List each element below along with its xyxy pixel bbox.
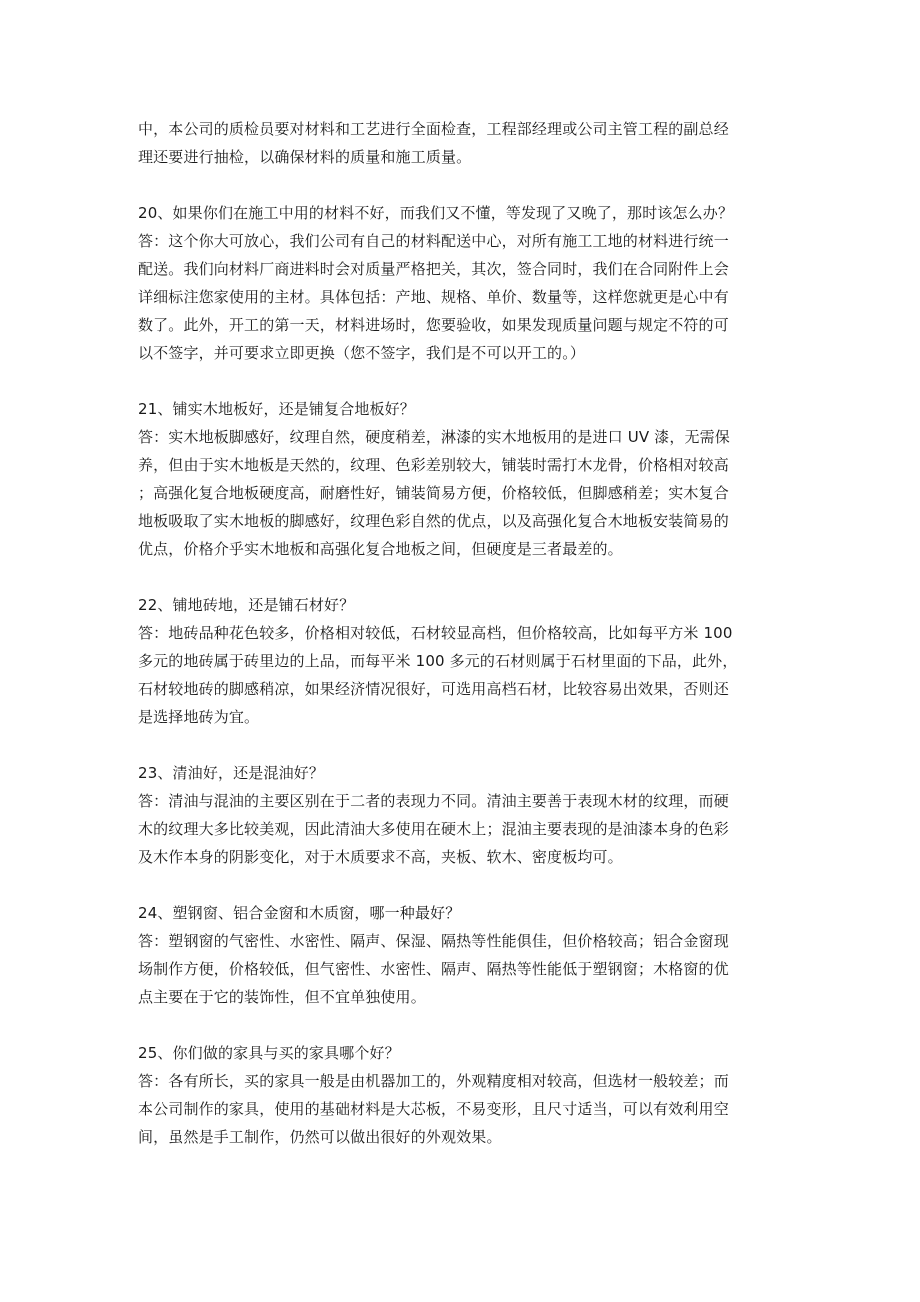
- qa-item-22: [138, 591, 778, 731]
- paragraph-gap: [138, 871, 778, 899]
- answer-line: 答：各有所长，买的家具一般是由机器加工的，外观精度相对较高，但选材一般较差；而: [138, 1072, 729, 1090]
- answer-line: 优点，价格介乎实木地板和高强化复合地板之间，但硬度是三者最差的。: [138, 540, 623, 558]
- answer-line: 石材较地砖的脚感稍凉，如果经济情况很好，可选用高档石材，比较容易出效果，否则还: [138, 680, 729, 698]
- answer-line: 数了。此外，开工的第一天，材料进场时，您要验收，如果发现质量问题与规定不符的可: [138, 316, 729, 334]
- answer-line: 本公司制作的家具，使用的基础材料是大芯板，不易变形，且尺寸适当，可以有效利用空: [138, 1100, 729, 1118]
- question-line: 25、你们做的家具与买的家具哪个好？: [138, 1044, 400, 1062]
- text-line: 理还要进行抽检，以确保材料的质量和施工质量。: [138, 148, 472, 166]
- answer-line: 地板吸取了实木地板的脚感好，纹理色彩自然的优点，以及高强化复合木地板安装简易的: [138, 512, 729, 530]
- answer-line: 多元的地砖属于砖里边的上品，而每平米 100 多元的石材则属于石材里面的下品，此外，: [138, 652, 738, 670]
- paragraph-gap: [138, 563, 778, 591]
- question-line: 21、铺实木地板好，还是铺复合地板好？: [138, 400, 415, 418]
- paragraph-gap: [138, 171, 778, 199]
- paragraph-gap: [138, 367, 778, 395]
- answer-line: 答：清油与混油的主要区别在于二者的表现力不同。清油主要善于表现木材的纹理，而硬: [138, 792, 729, 810]
- qa-item-23: [138, 759, 778, 871]
- paragraph-continuation: [138, 115, 778, 171]
- answer-line: ；高强化复合地板硬度高，耐磨性好，铺装简易方便，价格较低，但脚感稍差；实木复合: [138, 484, 729, 502]
- question-line: 24、塑钢窗、铝合金窗和木质窗，哪一种最好？: [138, 904, 461, 922]
- answer-line: 答：塑钢窗的气密性、水密性、隔声、保湿、隔热等性能俱佳，但价格较高；铝合金窗现: [138, 932, 729, 950]
- answer-line: 是选择地砖为宜。: [138, 708, 260, 726]
- text-line: 中，本公司的质检员要对材料和工艺进行全面检查，工程部经理或公司主管工程的副总经: [138, 120, 729, 138]
- paragraph-gap: [138, 1011, 778, 1039]
- answer-line: 答：地砖品种花色较多，价格相对较低，石材较显高档，但价格较高，比如每平方米 100: [138, 624, 733, 642]
- answer-line: 间，虽然是手工制作，仍然可以做出很好的外观效果。: [138, 1128, 502, 1146]
- paragraph-gap: [138, 731, 778, 759]
- answer-line: 答：实木地板脚感好，纹理自然，硬度稍差，淋漆的实木地板用的是进口 UV 漆，无需保: [138, 428, 730, 446]
- answer-line: 场制作方便，价格较低，但气密性、水密性、隔声、隔热等性能低于塑钢窗；木格窗的优: [138, 960, 729, 978]
- question-line: 23、清油好，还是混油好？: [138, 764, 325, 782]
- qa-item-25: [138, 1039, 778, 1151]
- answer-line: 以不签字，并可要求立即更换（您不签字，我们是不可以开工的。）: [138, 344, 586, 362]
- document-page: [138, 115, 778, 1151]
- qa-item-20: [138, 199, 778, 367]
- answer-line: 木的纹理大多比较美观，因此清油大多使用在硬木上；混油主要表现的是油漆本身的色彩: [138, 820, 729, 838]
- answer-line: 详细标注您家使用的主材。具体包括：产地、规格、单价、数量等，这样您就更是心中有: [138, 288, 729, 306]
- answer-line: 点主要在于它的装饰性，但不宜单独使用。: [138, 988, 426, 1006]
- answer-line: 配送。我们向材料厂商进料时会对质量严格把关，其次，签合同时，我们在合同附件上会: [138, 260, 729, 278]
- qa-item-24: [138, 899, 778, 1011]
- question-line: 20、如果你们在施工中用的材料不好，而我们又不懂，等发现了又晚了，那时该怎么办？: [138, 204, 734, 222]
- answer-line: 养，但由于实木地板是天然的，纹理、色彩差别较大，铺装时需打木龙骨，价格相对较高: [138, 456, 729, 474]
- answer-line: 及木作本身的阴影变化，对于木质要求不高，夹板、软木、密度板均可。: [138, 848, 623, 866]
- qa-item-21: [138, 395, 778, 563]
- question-line: 22、铺地砖地，还是铺石材好？: [138, 596, 355, 614]
- answer-line: 答：这个你大可放心，我们公司有自己的材料配送中心，对所有施工工地的材料进行统一: [138, 232, 729, 250]
